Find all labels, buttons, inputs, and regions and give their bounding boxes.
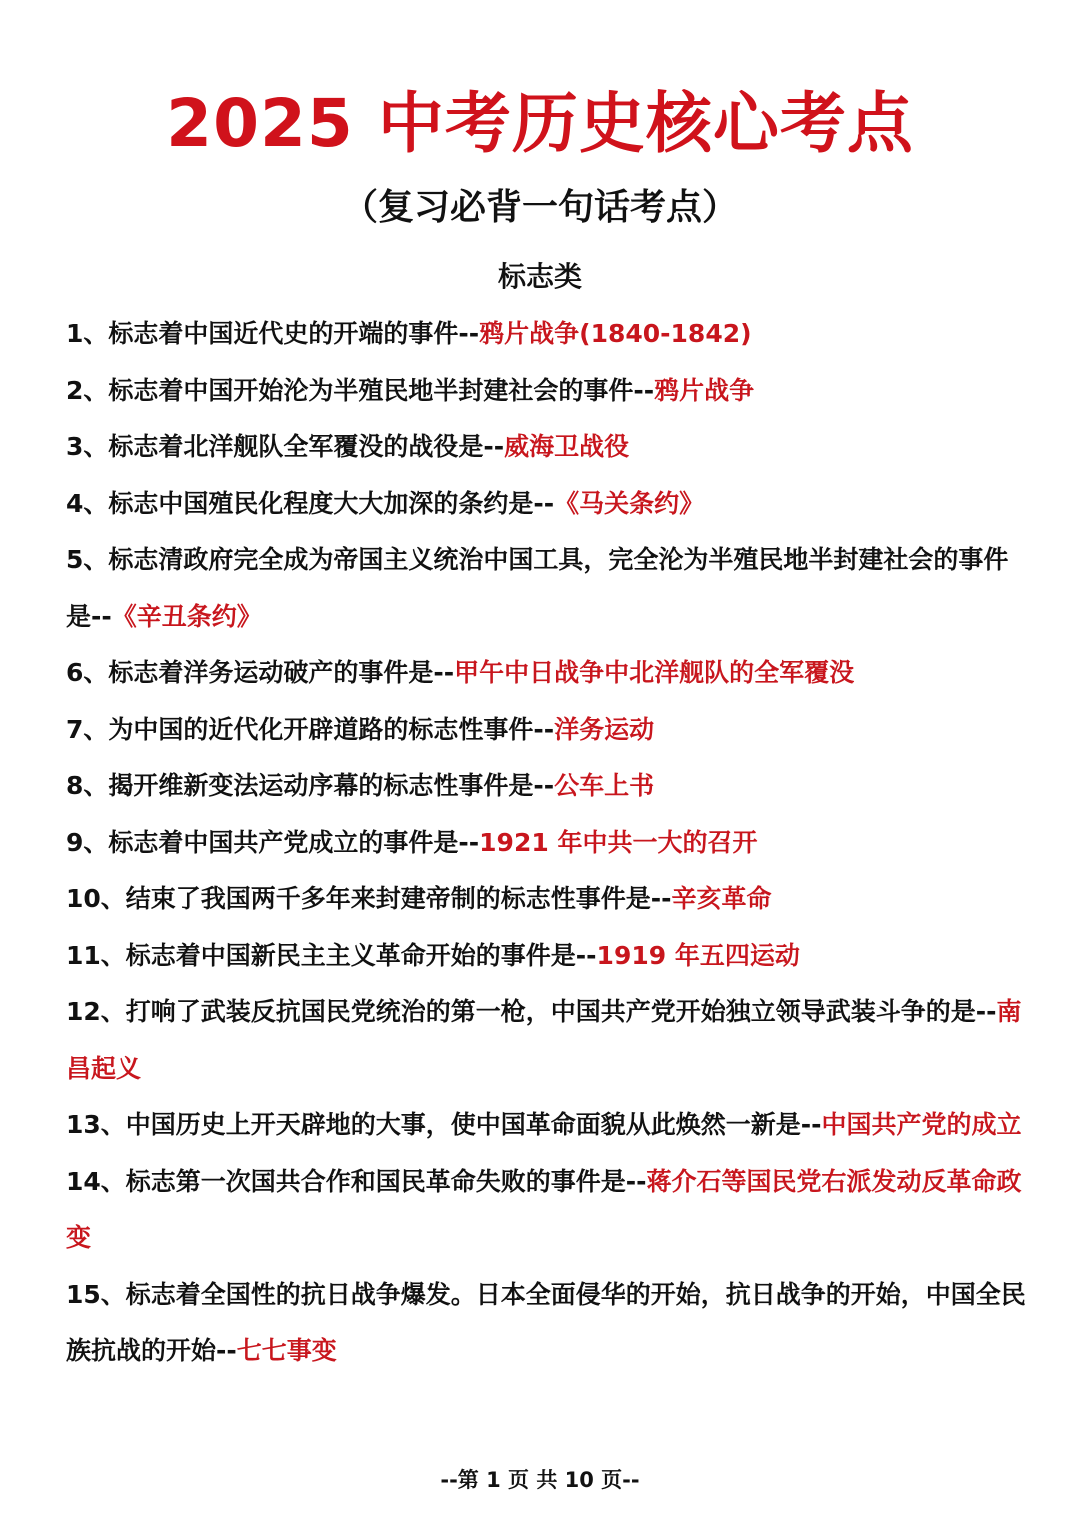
item-question: 14、标志第一次国共合作和国民革命失败的事件是-- bbox=[66, 1166, 647, 1196]
list-item bbox=[66, 363, 1026, 420]
list-item bbox=[66, 702, 1026, 759]
page-footer: --第 1 页 共 10 页-- bbox=[440, 1468, 640, 1492]
list-item bbox=[66, 928, 1026, 985]
item-question: 4、标志中国殖民化程度大大加深的条约是-- bbox=[66, 488, 555, 518]
item-question: 13、中国历史上开天辟地的大事，使中国革命面貌从此焕然一新是-- bbox=[66, 1110, 822, 1139]
item-answer: 公车上书 bbox=[554, 771, 655, 800]
list-item bbox=[66, 532, 1026, 645]
item-question: 11、标志着中国新民主主义革命开始的事件是-- bbox=[66, 940, 597, 970]
item-question: 10、结束了我国两千多年来封建帝制的标志性事件是-- bbox=[66, 884, 672, 913]
item-question: 7、为中国的近代化开辟道路的标志性事件-- bbox=[66, 714, 555, 744]
list-item bbox=[66, 306, 1026, 363]
item-question: 8、揭开维新变法运动序幕的标志性事件是-- bbox=[66, 771, 555, 800]
item-answer: 辛亥革命 bbox=[671, 884, 772, 913]
item-answer: 蒋介石等国民党右派发动反革命政变 bbox=[66, 1166, 1022, 1252]
list-item bbox=[66, 815, 1026, 872]
item-answer: 鸦片战争 bbox=[654, 375, 755, 405]
list-item bbox=[66, 645, 1026, 702]
item-question: 6、标志着洋务运动破产的事件是-- bbox=[66, 658, 455, 687]
list-item bbox=[66, 871, 1026, 928]
item-question: 12、打响了武装反抗国民党统治的第一枪，中国共产党开始独立领导武装斗争的是-- bbox=[66, 997, 997, 1026]
list-item bbox=[66, 476, 1026, 533]
list-item bbox=[66, 1097, 1026, 1154]
item-answer: 中国共产党的成立 bbox=[821, 1110, 1022, 1139]
item-question: 1、标志着中国近代史的开端的事件-- bbox=[66, 319, 480, 348]
item-answer: 甲午中日战争中北洋舰队的全军覆没 bbox=[454, 658, 855, 687]
list-item bbox=[66, 758, 1026, 815]
list-item bbox=[66, 984, 1026, 1097]
item-question: 5、标志清政府完全成为帝国主义统治中国工具，完全沦为半殖民地半封建社会的事件是-- bbox=[66, 545, 1009, 631]
page-subtitle: （复习必背一句话考点） bbox=[341, 187, 738, 228]
point-list bbox=[66, 306, 1026, 1380]
item-answer: 七七事变 bbox=[236, 1336, 337, 1365]
item-question: 15、标志着全国性的抗日战争爆发。日本全面侵华的开始，抗日战争的开始，中国全民族抗战的开始-- bbox=[66, 1279, 1026, 1365]
item-answer: 威海卫战役 bbox=[504, 432, 630, 461]
item-answer: 《辛丑条约》 bbox=[111, 601, 262, 631]
item-question: 3、标志着北洋舰队全军覆没的战役是-- bbox=[66, 432, 505, 461]
list-item bbox=[66, 419, 1026, 476]
item-answer: 鸦片战争(1840-1842) bbox=[479, 319, 752, 348]
page-title: 2025 中考历史核心考点 bbox=[166, 85, 914, 162]
item-question: 2、标志着中国开始沦为半殖民地半封建社会的事件-- bbox=[66, 375, 655, 405]
item-answer: 《马关条约》 bbox=[554, 488, 705, 518]
list-item bbox=[66, 1154, 1026, 1267]
item-answer: 南昌起义 bbox=[66, 997, 1022, 1083]
list-item bbox=[66, 1267, 1026, 1380]
item-answer: 1919 年五四运动 bbox=[596, 940, 800, 970]
item-question: 9、标志着中国共产党成立的事件是-- bbox=[66, 827, 480, 857]
item-answer: 洋务运动 bbox=[554, 714, 655, 744]
item-answer: 1921 年中共一大的召开 bbox=[479, 827, 758, 857]
section-heading: 标志类 bbox=[497, 260, 582, 293]
